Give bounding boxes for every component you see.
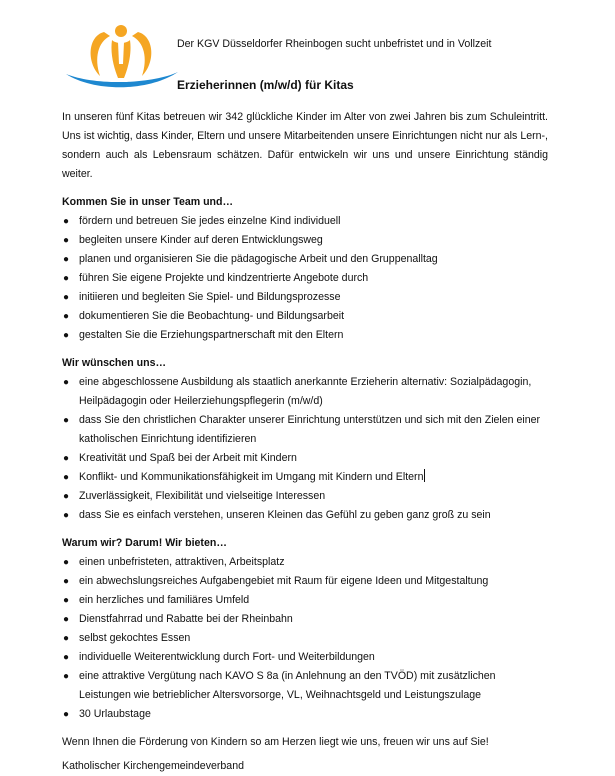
bullet-icon: ● [63,652,70,663]
closing-paragraph: Wenn Ihnen die Förderung von Kindern so am Herzen liegt wie uns, freuen wir uns auf Sie! [62,736,489,748]
list-item: ● begleiten unsere Kinder auf deren Entwicklungsweg [62,231,548,250]
bullet-icon: ● [63,614,70,625]
bullet-icon: ● [63,576,70,587]
list-item: ● initiieren und begleiten Sie Spiel- und Bildungsprozesse [62,288,548,307]
section-title: Wir wünschen uns… [62,357,167,369]
family-figure-logo-icon [64,18,180,94]
document-body [62,108,548,776]
page-title: Erzieherinnen (m/w/d) für Kitas [177,78,354,92]
list-item: ● dass Sie es einfach verstehen, unseren Kleinen das Gefühl zu geben ganz groß zu sein [62,506,548,525]
organization-name: Katholischer Kirchengemeindeverband [62,760,244,772]
list-item: ● führen Sie eigene Projekte und kindzentrierte Angebote durch [62,269,548,288]
bullet-icon: ● [63,330,70,341]
bullet-icon: ● [63,633,70,644]
bullet-icon: ● [63,273,70,284]
bullet-icon: ● [63,491,70,502]
section-title: Warum wir? Darum! Wir bieten… [62,537,227,549]
list-item: ● ein abwechslungsreiches Aufgabengebiet mit Raum für eigene Ideen und Mitgestaltung [62,572,548,591]
bullet-icon: ● [63,415,70,426]
bullet-icon: ● [63,311,70,322]
list-item: ● individuelle Weiterentwicklung durch Fort- und Weiterbildungen [62,648,548,667]
text-cursor [424,469,425,482]
list-item: ● einen unbefristeten, attraktiven, Arbeitsplatz [62,553,548,572]
bullet-list [62,212,548,345]
list-item: ● Zuverlässigkeit, Flexibilität und vielseitige Interessen [62,487,548,506]
list-item: ● selbst gekochtes Essen [62,629,548,648]
bullet-icon: ● [63,709,70,720]
section-team [62,193,548,345]
bullet-icon: ● [63,292,70,303]
bullet-icon: ● [63,472,70,483]
document-header [0,0,615,100]
list-item: ● planen und organisieren Sie die pädagogische Arbeit und den Gruppenalltag [62,250,548,269]
bullet-icon: ● [63,235,70,246]
section-offers [62,534,548,724]
list-item: ● Kreativität und Spaß bei der Arbeit mit Kindern [62,449,548,468]
list-item: ● eine abgeschlossene Ausbildung als staatlich anerkannte Erzieherin alternativ: Sozialpädagogin, Heilpädagogin oder Heilerziehungspflegerin (m/w/d) [62,373,548,411]
bullet-icon: ● [63,377,70,388]
bullet-icon: ● [63,557,70,568]
bullet-icon: ● [63,510,70,521]
list-item: ● Konflikt- und Kommunikationsfähigkeit im Umgang mit Kindern und Eltern [62,468,548,487]
list-item: ● fördern und betreuen Sie jedes einzelne Kind individuell [62,212,548,231]
bullet-icon: ● [63,216,70,227]
list-item: ● dokumentieren Sie die Beobachtung- und Bildungsarbeit [62,307,548,326]
list-item: ● dass Sie den christlichen Charakter unserer Einrichtung unterstützen und sich mit den Zielen einer katholischen Einrichtung identifizieren [62,411,548,449]
list-item: ● gestalten Sie die Erziehungspartnerschaft mit den Eltern [62,326,548,345]
list-item: ● eine attraktive Vergütung nach KAVO S 8a (in Anlehnung an den TVÖD) mit zusätzlichen Leistungen wie betrieblicher Altersvorsorge, VL, Weihnachtsgeld und Leistungszulage [62,667,548,705]
list-item: ● ein herzliches und familiäres Umfeld [62,591,548,610]
bullet-icon: ● [63,595,70,606]
bullet-icon: ● [63,254,70,265]
list-item: ● Dienstfahrrad und Rabatte bei der Rheinbahn [62,610,548,629]
bullet-icon: ● [63,671,70,682]
bullet-icon: ● [63,453,70,464]
bullet-list [62,553,548,724]
section-title: Kommen Sie in unser Team und… [62,196,234,208]
header-subtitle: Der KGV Düsseldorfer Rheinbogen sucht unbefristet und in Vollzeit [177,38,492,50]
bullet-list [62,373,548,525]
list-item: ● 30 Urlaubstage [62,705,548,724]
section-requirements [62,354,548,525]
intro-paragraph: In unseren fünf Kitas betreuen wir 342 glückliche Kinder im Alter von zwei Jahren bis zum Schuleintritt. Uns ist wichtig, dass Kinder, Eltern und unsere Mitarbeitenden unsere Einrichtungen nicht nur als Lern-, sondern auch als Lebensraum schätzen. Dafür entwickeln wir uns und unsere Einrichtung ständig weiter. [62,111,548,180]
